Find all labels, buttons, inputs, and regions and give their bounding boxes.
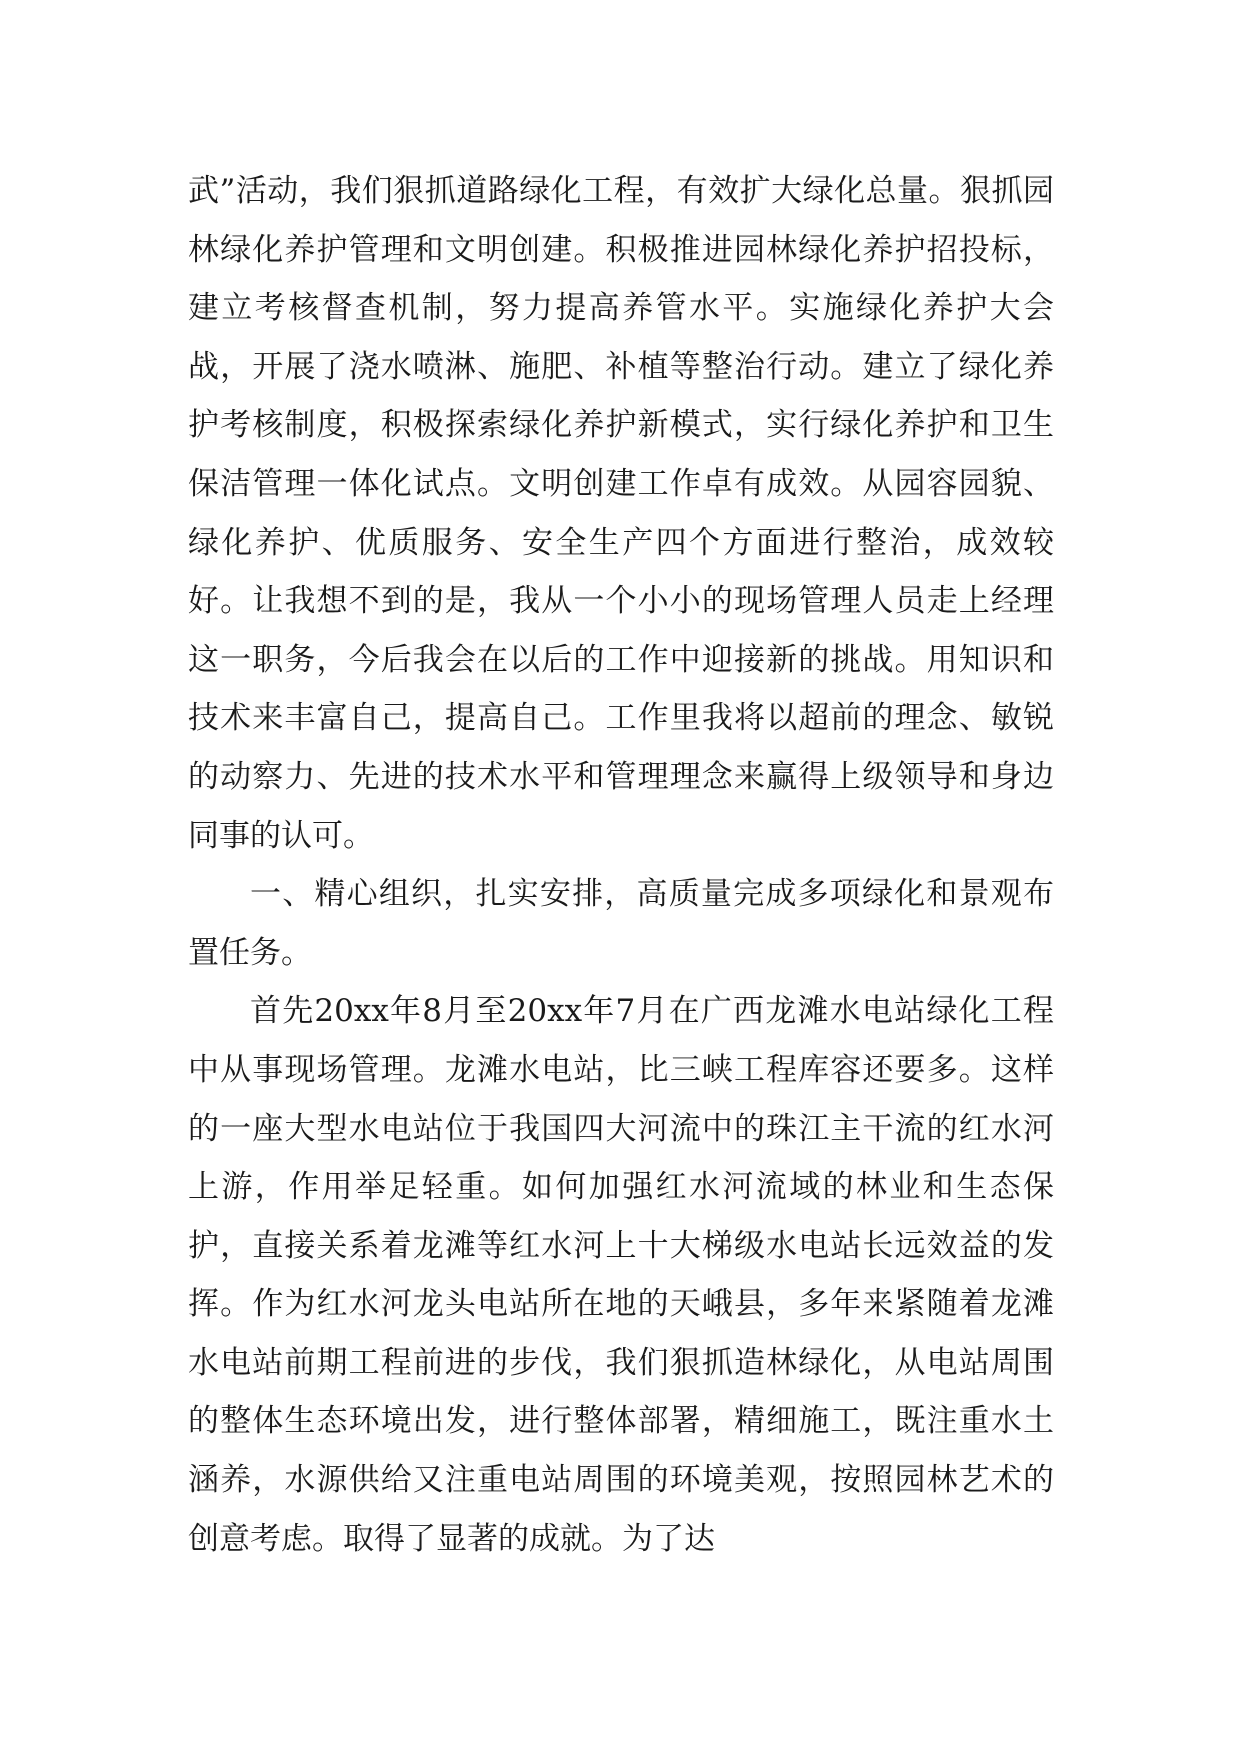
paragraph-longtan: 首先20xx年8月至20xx年7月在广西龙滩水电站绿化工程中从事现场管理。龙滩水电站，比三峡工程库容还要多。这样的一座大型水电站位于我国四大河流中的珠江主干流的红水河上游，作用举足轻重。如何加强红水河流域的林业和生态保护，直接关系着龙滩等红水河上十大梯级水电站长远效益的发挥。作为红水河龙头电站所在地的天峨县，多年来紧随着龙滩水电站前期工程前进的步伐，我们狠抓造林绿化，从电站周围的整体生态环境出发，进行整体部署，精细施工，既注重水土涵养，水源供给又注重电站周围的环境美观，按照园林艺术的创意考虑。取得了显著的成就。为了达 [188,993,1054,1557]
section-heading-one: 一、精心组织，扎实安排，高质量完成多项绿化和景观布置任务。 [188,876,1054,971]
paragraph-continuation: 武”活动，我们狠抓道路绿化工程，有效扩大绿化总量。狠抓园林绿化养护管理和文明创建。积极推进园林绿化养护招投标，建立考核督查机制，努力提高养管水平。实施绿化养护大会战，开展了浇水喷淋、施肥、补植等整治行动。建立了绿化养护考核制度，积极探索绿化养护新模式，实行绿化养护和卫生保洁管理一体化试点。文明创建工作卓有成效。从园容园貌、绿化养护、优质服务、安全生产四个方面进行整治，成效较好。让我想不到的是，我从一个小小的现场管理人员走上经理这一职务，今后我会在以后的工作中迎接新的挑战。用知识和技术来丰富自己，提高自己。工作里我将以超前的理念、敏锐的动察力、先进的技术水平和管理理念来赢得上级领导和身边同事的认可。 [188,173,1054,854]
body-text [188,162,1054,1568]
